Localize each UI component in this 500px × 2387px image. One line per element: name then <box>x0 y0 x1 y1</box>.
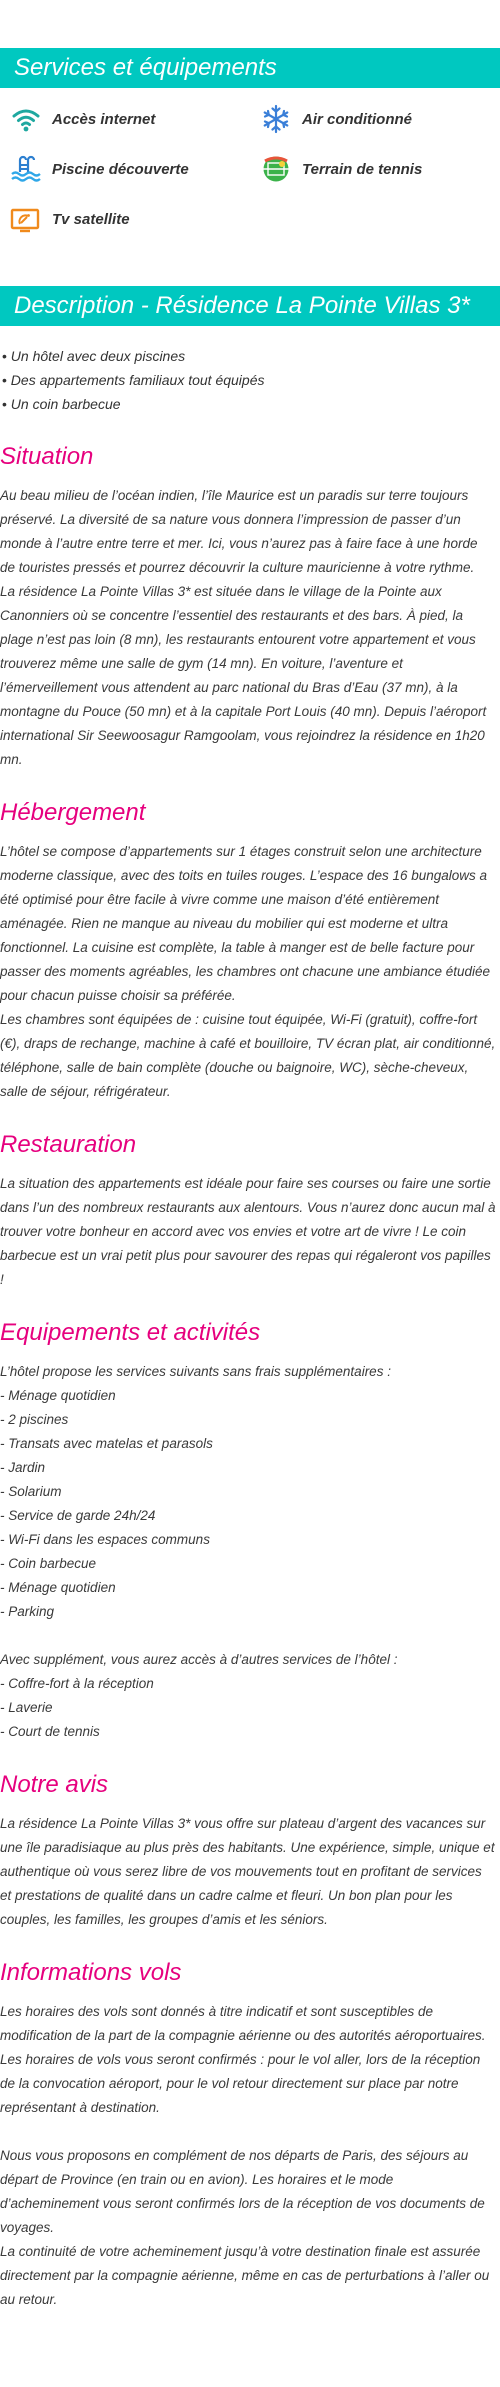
service-label: Terrain de tennis <box>302 160 423 178</box>
situation-paragraph: La résidence La Pointe Villas 3* est située dans le village de la Pointe aux Canonniers où se concentre l’essentiel des restaurants et des bars. À pied, la plage n’est pas loin (8 mn), les restaurants entourent votre appartement et vous trouverez même une salle de gym (14 mn). En voiture, l’aventure et l’émerveillement vous attendent au parc national du Bras d’Eau (37 mn), à la montagne du Pouce (50 mn) et à la capitale Port Louis (40 mn). Depuis l’aéroport international Sir Seewoosagur Ramgoolam, vous rejoindrez la résidence en 1h20 mn. <box>0 584 487 767</box>
services-grid <box>0 88 500 234</box>
section-title-equipements: Equipements et activités <box>0 1319 261 1346</box>
wifi-icon <box>10 104 42 134</box>
vols-paragraph: Les horaires des vols sont donnés à titre indicatif et sont susceptibles de modification de la part de la compagnie aérienne ou des autorités aéroportuaires. <box>0 2004 486 2043</box>
snowflake-icon <box>260 104 292 134</box>
spacer <box>0 2120 500 2144</box>
service-outdoor-pool <box>10 154 260 184</box>
list-item: - Solarium <box>0 1484 62 1499</box>
service-label: Air conditionné <box>302 110 412 128</box>
list-item: - Ménage quotidien <box>0 1580 116 1595</box>
service-air-conditioning <box>260 104 500 134</box>
pool-icon <box>10 154 42 184</box>
list-item: - Parking <box>0 1604 55 1619</box>
vols-paragraph: Les horaires de vols vous seront confirmés : pour le vol aller, lors de la réception de la convocation aéroport, pour le vol retour directement sur place par notre représentant à destination. <box>0 2052 481 2115</box>
hebergement-paragraph: Les chambres sont équipées de : cuisine tout équipée, Wi-Fi (gratuit), coffre-fort (€), draps de rechange, machine à café et bouilloire, TV écran plat, air conditionné, téléphone, salle de bain complète (douche ou baignoire, WC), sèche-cheveux, salle de séjour, réfrigérateur. <box>0 1012 496 1099</box>
vols-paragraph: La continuité de votre acheminement jusqu’à votre destination finale est assurée directement par la compagnie aérienne, même en cas de perturbations à l’aller ou au retour. <box>0 2244 490 2307</box>
paid-services-list <box>0 1672 500 1744</box>
service-tennis <box>260 154 500 184</box>
satellite-tv-icon <box>10 204 42 234</box>
situation-paragraph: Au beau milieu de l’océan indien, l’île Maurice est un paradis sur terre toujours préservé. La diversité de sa nature vous donnera l’impression de passer d’un monde à l’autre entre terre et mer. Ici, vous n’aurez pas à faire face à une horde de touristes pressés et pourrez découvrir la culture mauricienne à votre rythme. <box>0 488 478 575</box>
description-banner: Description - Résidence La Pointe Villas 3* <box>0 286 500 326</box>
list-item: - Transats avec matelas et parasols <box>0 1436 213 1451</box>
section-title-vols: Informations vols <box>0 1959 182 1986</box>
hebergement-paragraph: L’hôtel se compose d’appartements sur 1 étages construit selon une architecture moderne classique, avec des toits en tuiles rouges. L’espace des 16 bungalows a été optimisé pour être facile à vivre comme une maison d’été entièrement aménagée. Rien ne manque au niveau du mobilier qui est moderne et ultra fonctionnel. La cuisine est complète, la table à manger est de belle facture pour passer des moments agréables, les chambres ont chacune une ambiance étudiée pour chacun puisse choisir sa préférée. <box>0 844 491 1003</box>
section-title-avis: Notre avis <box>0 1771 109 1798</box>
service-label: Piscine découverte <box>52 160 189 178</box>
list-item: - Jardin <box>0 1460 46 1475</box>
list-item: - Laverie <box>0 1700 53 1715</box>
spacer <box>0 1624 500 1648</box>
section-title-situation: Situation <box>0 443 94 470</box>
list-item: • Un hôtel avec deux piscines <box>2 344 500 368</box>
list-item: - Wi-Fi dans les espaces communs <box>0 1532 210 1547</box>
list-item: - Court de tennis <box>0 1724 100 1739</box>
list-item: - Coffre-fort à la réception <box>0 1676 154 1691</box>
equipements-intro-paid: Avec supplément, vous aurez accès à d’autres services de l’hôtel : <box>0 1652 398 1667</box>
vols-paragraph: Nous vous proposons en complément de nos départs de Paris, des séjours au départ de Province (en train ou en avion). Les horaires et le mode d’acheminement vous seront confirmés lors de la réception de vos documents de voyages. <box>0 2148 485 2235</box>
list-item: • Des appartements familiaux tout équipés <box>2 368 500 392</box>
free-services-list <box>0 1384 500 1624</box>
services-banner: Services et équipements <box>0 48 500 88</box>
list-item: - Coin barbecue <box>0 1556 97 1571</box>
list-item: - 2 piscines <box>0 1412 69 1427</box>
list-item: • Un coin barbecue <box>2 392 500 416</box>
equipements-intro: L’hôtel propose les services suivants sans frais supplémentaires : <box>0 1364 391 1379</box>
section-title-hebergement: Hébergement <box>0 799 146 826</box>
service-internet <box>10 104 260 134</box>
tennis-court-icon <box>260 154 292 184</box>
section-title-restauration: Restauration <box>0 1131 137 1158</box>
restauration-paragraph: La situation des appartements est idéale pour faire ses courses ou faire une sortie dans l’un des nombreux restaurants aux alentours. Vous n’aurez donc aucun mal à trouver votre bonheur en accord avec vos envies et votre art de vivre ! Le coin barbecue est un vrai petit plus pour savourer des repas qui régaleront vos papilles ! <box>0 1176 496 1287</box>
list-item: - Ménage quotidien <box>0 1388 116 1403</box>
service-label: Tv satellite <box>52 210 130 228</box>
avis-paragraph: La résidence La Pointe Villas 3* vous offre sur plateau d’argent des vacances sur une île paradisiaque au plus près des habitants. Une expérience, simple, unique et authentique où vous serez libre de vos mouvements tout en profitant de services et prestations de qualité dans un cadre calme et fleuri. Un bon plan pour les couples, les familles, les groupes d’amis et les séniors. <box>0 1816 495 1927</box>
service-label: Accès internet <box>52 110 156 128</box>
description-bullets <box>0 344 500 416</box>
page <box>0 48 500 2312</box>
list-item: - Service de garde 24h/24 <box>0 1508 156 1523</box>
service-satellite-tv <box>10 204 260 234</box>
